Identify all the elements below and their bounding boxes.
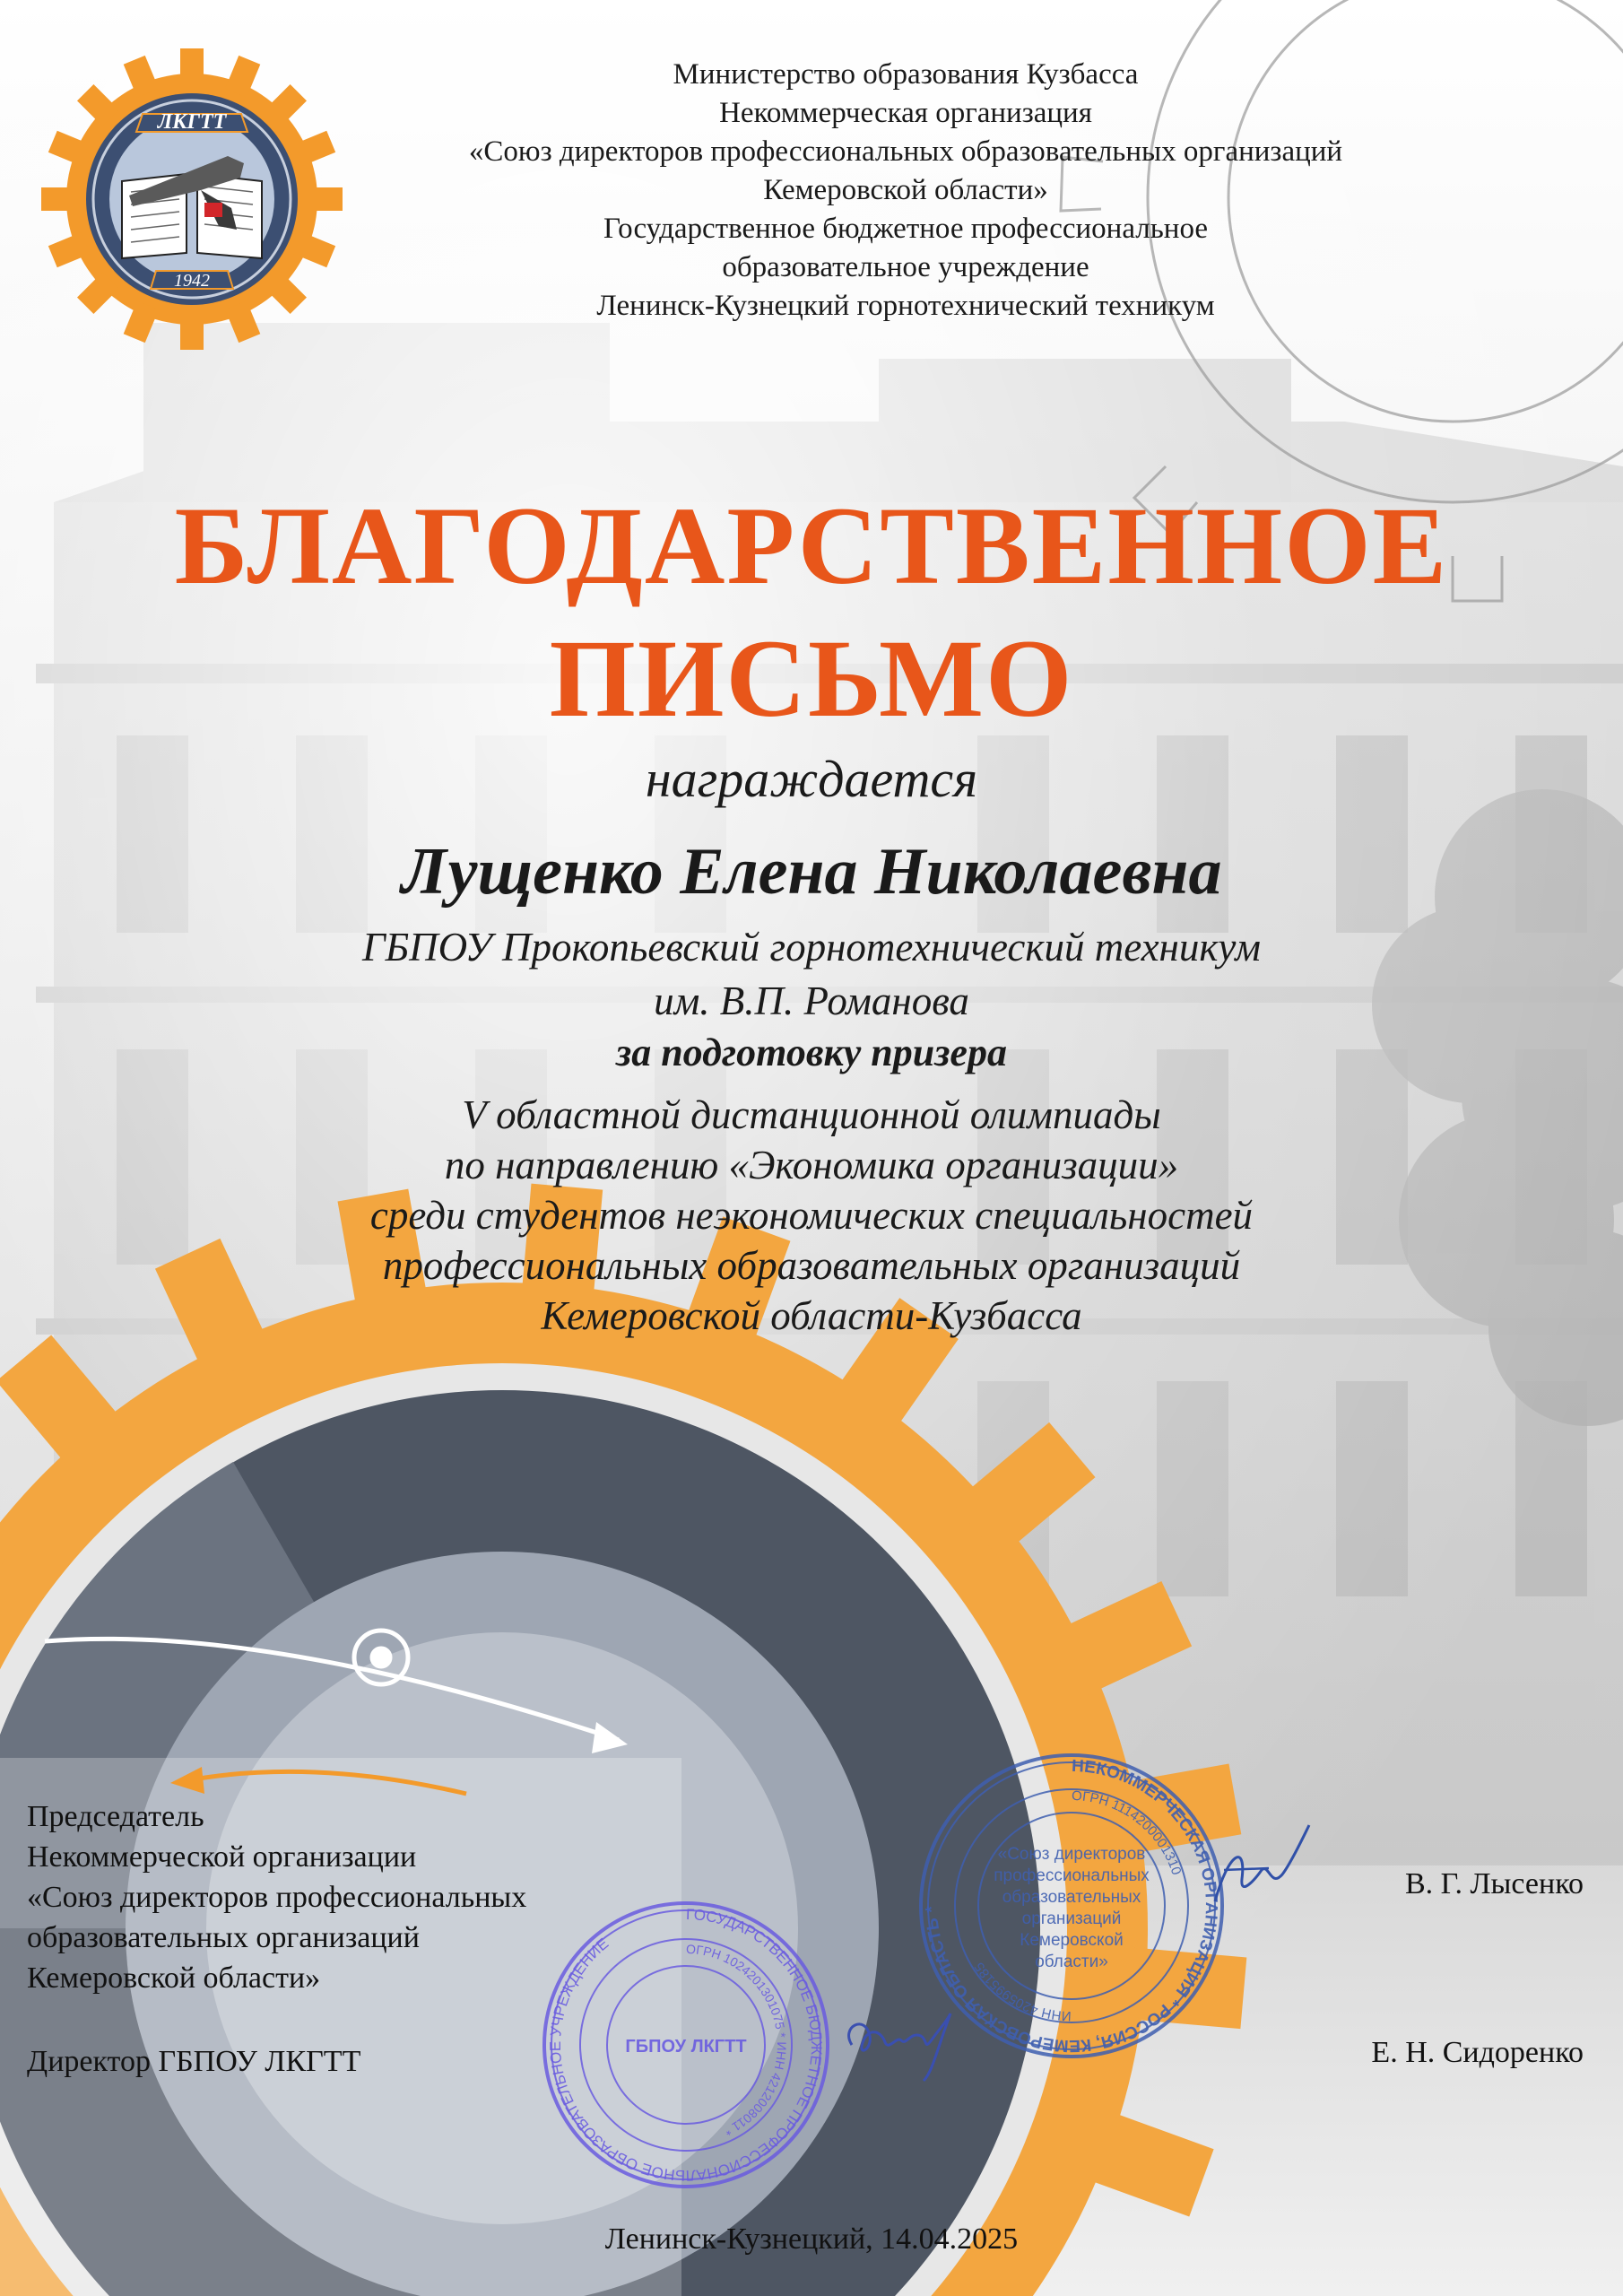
header-line: образовательное учреждение xyxy=(722,251,1089,283)
title-line-1: БЛАГОДАРСТВЕННОЕ xyxy=(174,484,1449,607)
school-stamp xyxy=(538,1897,834,2193)
union-stamp-center: «Союз директоров xyxy=(997,1845,1146,1864)
header-line: Министерство образования Кузбасса xyxy=(673,58,1139,91)
union-stamp-ogrn: ОГРН 1114200001310 xyxy=(1071,1787,1185,1877)
union-stamp-inn: ИНН 4205995185 xyxy=(971,1959,1072,2024)
chair-title-line: образовательных организаций xyxy=(27,1921,420,1954)
school-stamp-outer-text: ГОСУДАРСТВЕННОЕ БЮДЖЕТНОЕ ПРОФЕССИОНАЛЬНОЕ ОБРАЗОВАТЕЛЬНОЕ УЧРЕЖДЕНИЕ xyxy=(546,1905,826,2185)
header-line: Ленинск-Кузнецкий горнотехнический техникум xyxy=(596,290,1215,322)
description-line: по направлению «Экономика организации» xyxy=(444,1143,1179,1187)
document-title xyxy=(0,480,1623,745)
awarded-label: награждается xyxy=(645,750,978,808)
header-line: Кемеровской области» xyxy=(763,174,1048,206)
header-line: Государственное бюджетное профессиональное xyxy=(603,213,1209,245)
chair-title-line: «Союз директоров профессиональных xyxy=(27,1881,527,1914)
description-line: Кемеровской области-Кузбасса xyxy=(541,1293,1082,1338)
school-stamp-inner-text: ОГРН 1024201301075 * ИНН 4212008011 * xyxy=(685,1941,790,2139)
description-line: V областной дистанционной олимпиады xyxy=(462,1092,1161,1137)
place-and-date: Ленинск-Кузнецкий, 14.04.2025 xyxy=(604,2222,1019,2256)
header-line: «Союз директоров профессиональных образовательных организаций xyxy=(468,135,1343,168)
recipient-org-line-1: ГБПОУ Прокопьевский горнотехнический техникум xyxy=(361,925,1262,970)
header-line: Некоммерческая организация xyxy=(719,97,1092,129)
union-stamp-center: профессиональных xyxy=(994,1866,1150,1885)
union-stamp-center: организаций xyxy=(1021,1909,1122,1928)
award-reason: за подготовку призера xyxy=(616,1031,1007,1074)
logo-year: 1942 xyxy=(174,271,210,291)
recipient-org-line-2: им. В.П. Романова xyxy=(654,978,969,1023)
school-stamp-center: ГБПОУ ЛКГТТ xyxy=(625,2037,747,2057)
chair-title-block xyxy=(27,1796,526,1998)
union-stamp-center: области» xyxy=(1035,1952,1108,1971)
chair-title-line: Председатель xyxy=(27,1800,204,1833)
chair-title-line: Кемеровской области» xyxy=(27,1961,321,1995)
title-line-2: ПИСЬМО xyxy=(549,617,1074,740)
director-name: Е. Н. Сидоренко xyxy=(1371,2036,1584,2069)
recipient-name: Лущенко Елена Николаевна xyxy=(401,835,1222,909)
union-stamp-center: Кемеровской xyxy=(1020,1931,1124,1950)
chair-title-line: Некоммерческой организации xyxy=(27,1840,417,1874)
director-signature xyxy=(838,1996,968,2085)
union-stamp-outer-text: НЕКОММЕРЧЕСКАЯ ОРГАНИЗАЦИЯ * РОССИЯ, КЕМЕРОВСКАЯ ОБЛАСТЬ * xyxy=(922,1756,1221,2056)
description-line: среди студентов неэкономических специальностей xyxy=(369,1193,1254,1238)
event-description xyxy=(0,1090,1623,1341)
chair-signature xyxy=(1206,1816,1314,1924)
issuer-header xyxy=(377,56,1435,326)
director-title: Директор ГБПОУ ЛКГТТ xyxy=(27,2045,361,2078)
union-stamp-center: образовательных xyxy=(1002,1888,1141,1907)
description-line: профессиональных образовательных организаций xyxy=(382,1243,1241,1288)
chair-name: В. Г. Лысенко xyxy=(1405,1867,1584,1900)
logo-text: ЛКГТТ xyxy=(157,110,227,134)
college-logo xyxy=(39,47,344,352)
